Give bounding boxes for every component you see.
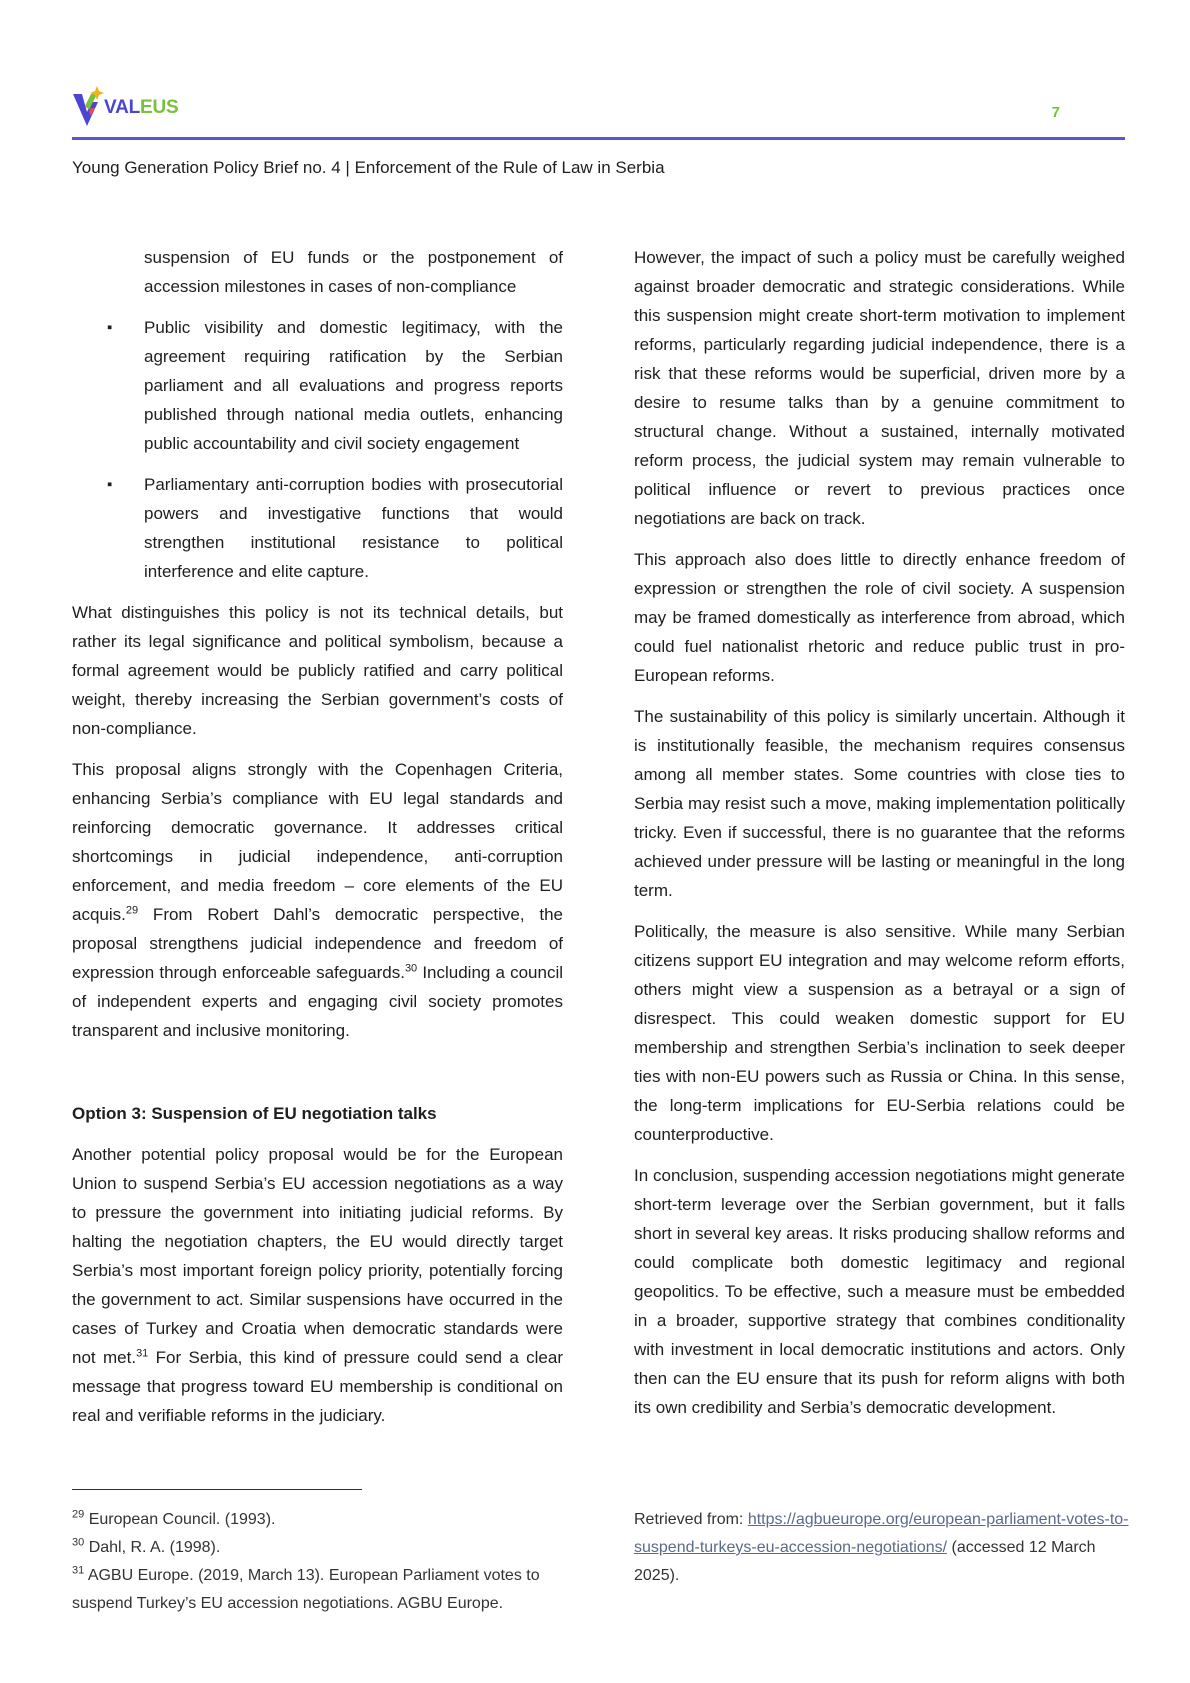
spacer	[72, 1057, 563, 1099]
logo-text-val: VAL	[104, 97, 140, 118]
bullet-item: ▪ Public visibility and domestic legitimacy, with the agreement requiring ratification by the Serbian parliament and all evaluations and progress reports published through national media outlets, enhancing public accountability and civil society engagement	[72, 313, 563, 458]
footnote-divider	[72, 1489, 362, 1490]
valeus-logo	[71, 84, 201, 130]
right-column	[634, 243, 1125, 1434]
source-link[interactable]: https://agbueurope.org/european-parliament-votes-to-suspend-turkeys-eu-accession-negotiations/	[634, 1511, 1129, 1556]
paragraph: What distinguishes this policy is not its technical details, but rather its legal significance and political symbolism, because a formal agreement would be publicly ratified and carry political weight, thereby increasing the Serbian government’s costs of non-compliance.	[72, 603, 563, 738]
logo-text-eus: EUS	[140, 97, 179, 118]
logo-text	[104, 97, 178, 119]
footnote-ref: 31	[136, 1347, 149, 1360]
paragraph: However, the impact of such a policy must be carefully weighed against broader democratic and strategic considerations. While this suspension might create short-term motivation to implement reforms, particularly regarding judicial independence, there is a risk that these reforms would be superficial, driven more by a desire to resume talks than by a genuine commitment to structural change. Without a sustained, internally motivated reform process, the judicial system may remain vulnerable to political influence or revert to previous practices once negotiations are back on track.	[634, 248, 1125, 528]
paragraph: Politically, the measure is also sensitive. While many Serbian citizens support EU integration and may welcome reform efforts, others might view a suspension as a betrayal or a sign of disrespect. This could weaken domestic support for EU membership and strengthen Serbia’s inclination to seek deeper ties with non-EU powers such as Russia or China. In this sense, the long-term implications for EU-Serbia relations could be counterproductive.	[634, 922, 1125, 1144]
paragraph: In conclusion, suspending accession negotiations might generate short-term leverage over the Serbian government, but it falls short in several key areas. It risks producing shallow reforms and could complicate both domestic legitimacy and regional geopolitics. To be effective, such a measure must be embedded in a broader, supportive strategy that combines conditionality with investment in local democratic institutions and actors. Only then can the EU ensure that its push for reform aligns with both its own credibility and Serbia’s democratic development.	[634, 1166, 1125, 1417]
retrieved-label: Retrieved from:	[634, 1511, 748, 1528]
paragraph: This approach also does little to directly enhance freedom of expression or strengthen the role of civil society. A suspension may be framed domestically as interference from abroad, which could fuel nationalist rhetoric and reduce public trust in pro-European reforms.	[634, 550, 1125, 685]
footnote-number: 31	[72, 1564, 85, 1577]
footnotes	[72, 1506, 572, 1618]
accessed-date: (accessed 12 March 2025).	[634, 1539, 1096, 1584]
footnote	[72, 1506, 572, 1534]
bullet-list	[72, 313, 563, 586]
footnote-text: Dahl, R. A. (1998).	[84, 1539, 221, 1556]
header-rule	[72, 137, 1125, 140]
paragraph	[72, 755, 563, 1045]
bullet-item: ▪ Parliamentary anti-corruption bodies with prosecutorial powers and investigative functions that would strengthen institutional resistance to political interference and elite capture.	[72, 470, 563, 586]
footnote-text: European Council. (1993).	[84, 1511, 276, 1528]
footnote-text: AGBU Europe. (2019, March 13). European Parliament votes to suspend Turkey’s EU accession negotiations. AGBU Europe.	[72, 1567, 540, 1612]
footnote-ref: 30	[404, 962, 418, 975]
footnote-ref: 29	[125, 904, 139, 917]
paragraph	[72, 1140, 563, 1430]
section-heading: Option 3: Suspension of EU negotiation talks	[72, 1104, 437, 1123]
footnote-number: 29	[72, 1508, 85, 1521]
footnote-retrieved	[634, 1506, 1139, 1590]
text-run: Including a council of independent experts and engaging civil society promotes transparent and inclusive monitoring.	[72, 963, 563, 1040]
valeus-v-icon	[71, 84, 105, 128]
text-run: For Serbia, this kind of pressure could send a clear message that progress toward EU membership is conditional on real and verifiable reforms in the judiciary.	[72, 1348, 563, 1425]
text-run: From Robert Dahl’s democratic perspective, the proposal strengthens judicial independence and freedom of expression through enforceable safeguards.	[72, 905, 563, 982]
footnote	[72, 1562, 572, 1618]
text-run: This proposal aligns strongly with the Copenhagen Criteria, enhancing Serbia’s compliance with EU legal standards and reinforcing democratic governance. It addresses critical shortcomings in judicial independence, anti-corruption enforcement, and media freedom – core elements of the EU acquis.	[72, 760, 563, 924]
paragraph: The sustainability of this policy is similarly uncertain. Although it is institutionally feasible, the mechanism requires consensus among all member states. Some countries with close ties to Serbia may resist such a move, making implementation politically tricky. Even if successful, there is no guarantee that the reforms achieved under pressure will be lasting or meaningful in the long term.	[634, 707, 1125, 900]
bullet-continuation: suspension of EU funds or the postponement of accession milestones in cases of non-compliance	[144, 248, 563, 296]
left-column	[72, 243, 563, 1442]
footnote	[72, 1534, 572, 1562]
footnote-continuation	[634, 1506, 1139, 1590]
text-run: Another potential policy proposal would be for the European Union to suspend Serbia’s EU accession negotiations as a way to pressure the government into initiating judicial reforms. By halting the negotiation chapters, the EU would directly target Serbia’s most important foreign policy priority, potentially forcing the government to act. Similar suspensions have occurred in the cases of Turkey and Croatia when democratic standards were not met.	[72, 1145, 563, 1367]
page-number: 7	[1051, 104, 1060, 121]
document-title: Young Generation Policy Brief no. 4 | Enforcement of the Rule of Law in Serbia	[72, 158, 665, 177]
footnote-number: 30	[72, 1536, 85, 1549]
